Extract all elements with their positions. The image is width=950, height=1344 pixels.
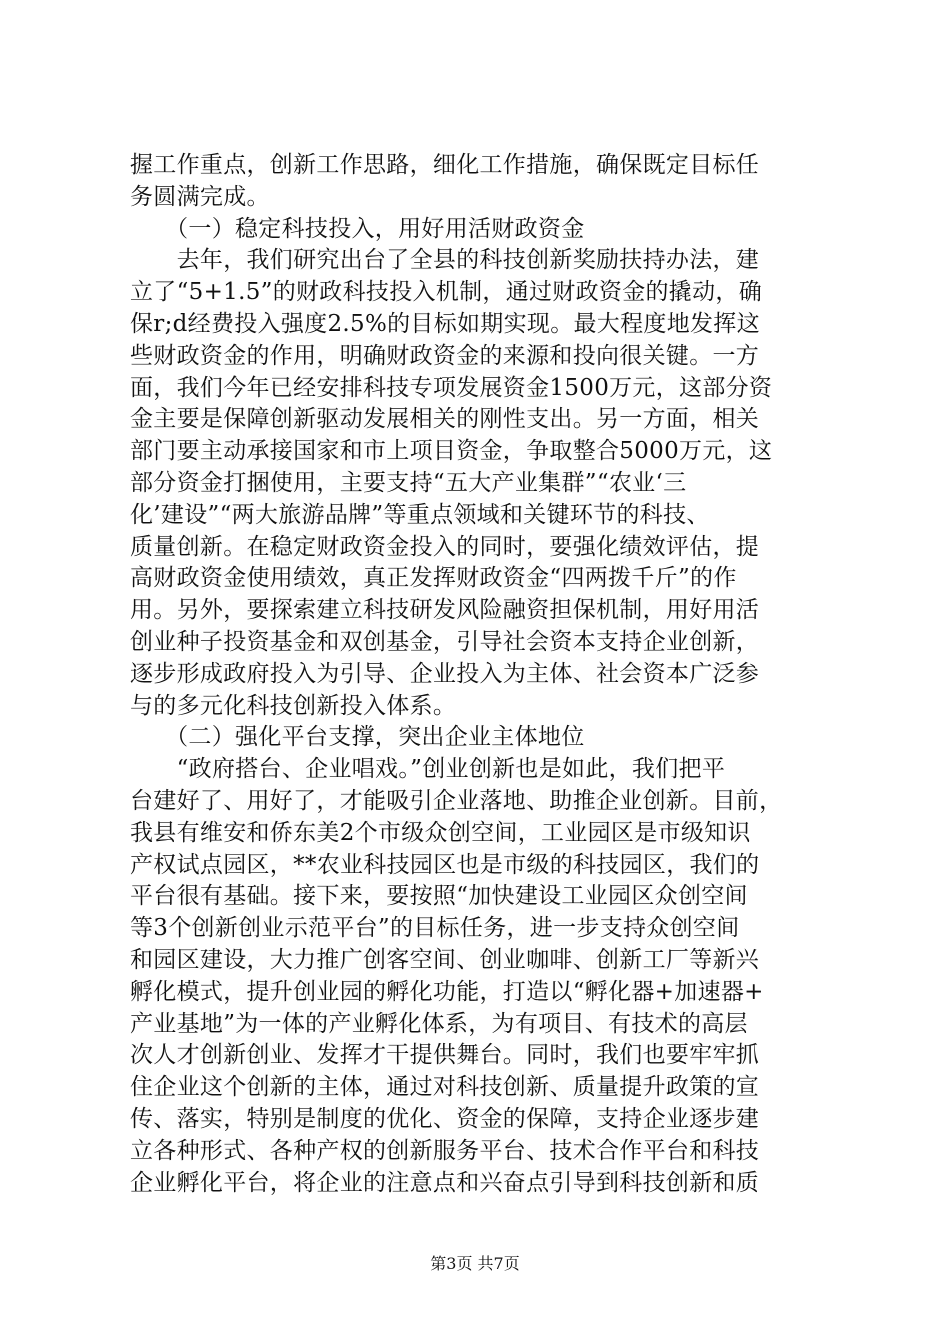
text-line: 部门要主动承接国家和市上项目资金，争取整合5000万元，这 <box>130 438 773 465</box>
text-line: 台建好了、用好了，才能吸引企业落地、助推企业创新。目前， <box>130 787 783 814</box>
text-line: 金主要是保障创新驱动发展相关的刚性支出。另一方面，相关 <box>130 406 760 433</box>
text-line: 立了“5+1.5”的财政科技投入机制，通过财政资金的撬动，确 <box>130 279 762 306</box>
text-line: 用。另外，要探索建立科技研发风险融资担保机制，用好用活 <box>130 597 760 624</box>
text-line: 企业孵化平台，将企业的注意点和兴奋点引导到科技创新和质 <box>130 1169 760 1196</box>
text-line: 住企业这个创新的主体，通过对科技创新、质量提升政策的宣 <box>130 1074 760 1101</box>
text-line: 与的多元化科技创新投入体系。 <box>130 692 457 719</box>
section-heading: （二）强化平台支撑，突出企业主体地位 <box>130 724 585 751</box>
text-line: 立各种形式、各种产权的创新服务平台、技术合作平台和科技 <box>130 1137 760 1164</box>
text-line: 产业基地”为一体的产业孵化体系，为有项目、有技术的高层 <box>130 1010 748 1037</box>
text-line: 创业种子投资基金和双创基金，引导社会资本支持企业创新， <box>130 628 760 655</box>
text-line: 高财政资金使用绩效，真正发挥财政资金“四两拨千斤”的作 <box>130 565 737 592</box>
text-line: 次人才创新创业、发挥才干提供舞台。同时，我们也要牢牢抓 <box>130 1042 760 1069</box>
text-line: 握工作重点，创新工作思路，细化工作措施，确保既定目标任 <box>130 152 760 178</box>
text-line: 质量创新。在稳定财政资金投入的同时，要强化绩效评估，提 <box>130 533 760 560</box>
text-line: 和园区建设，大力推广创客空间、创业咖啡、创新工厂等新兴 <box>130 946 760 973</box>
text-line: “政府搭台、企业唱戏。”创业创新也是如此，我们把平 <box>130 756 726 783</box>
text-line: 逐步形成政府投入为引导、企业投入为主体、社会资本广泛参 <box>130 660 760 687</box>
document-body <box>130 150 820 1199</box>
section-heading: （一）稳定科技投入，用好用活财政资金 <box>130 215 585 242</box>
text-line: 去年，我们研究出台了全县的科技创新奖励扶持办法，建 <box>130 247 760 274</box>
text-line: 化’建设”“两大旅游品牌”等重点领域和关键环节的科技、 <box>130 501 710 528</box>
text-line: 平台很有基础。接下来，要按照“加快建设工业园区众创空间 <box>130 883 748 910</box>
text-line: 务圆满完成。 <box>130 183 270 210</box>
text-line: 孵化模式，提升创业园的孵化功能，打造以“孵化器+加速器+ <box>130 978 764 1005</box>
text-line: 产权试点园区，**农业科技园区也是市级的科技园区，我们的 <box>130 851 760 878</box>
text-line: 些财政资金的作用，明确财政资金的来源和投向很关键。一方 <box>130 342 760 369</box>
text-line: 保r;d经费投入强度2.5%的目标如期实现。最大程度地发挥这 <box>130 310 760 337</box>
text-line: 等3个创新创业示范平台”的目标任务，进一步支持众创空间 <box>130 915 740 942</box>
text-line: 面，我们今年已经安排科技专项发展资金1500万元，这部分资 <box>130 374 773 401</box>
text-line: 部分资金打捆使用，主要支持“五大产业集群”“农业‘三 <box>130 469 687 496</box>
text-line: 我县有维安和侨东美2个市级众创空间，工业园区是市级知识 <box>130 819 751 846</box>
page-number: 第3页 共7页 <box>430 1254 520 1273</box>
text-line: 传、落实，特别是制度的优化、资金的保障，支持企业逐步建 <box>130 1105 760 1132</box>
